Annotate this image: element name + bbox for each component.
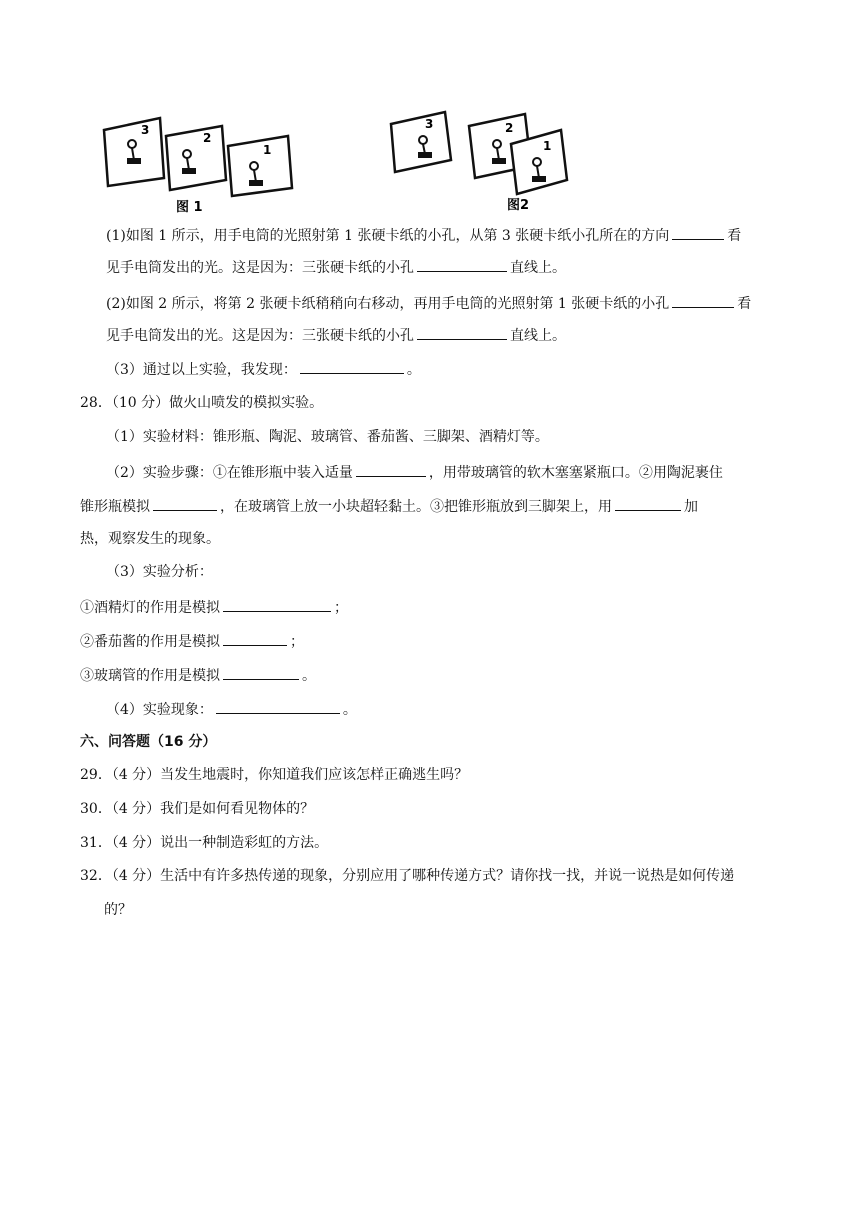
- question-30: 30．（4 分）我们是如何看见物体的？: [80, 801, 315, 817]
- answer-blank[interactable]: [216, 698, 340, 714]
- card-number: 2: [203, 131, 212, 145]
- answer-blank[interactable]: [417, 324, 507, 340]
- q27-part1-line2: 见手电筒发出的光。这是因为：三张硬卡纸的小孔 直线上。: [106, 256, 566, 278]
- answer-blank[interactable]: [672, 224, 724, 240]
- q28-title: 28．（10 分）做火山喷发的模拟实验。: [80, 395, 324, 411]
- q28-analysis-3: ③玻璃管的作用是模拟 。: [80, 664, 316, 686]
- answer-blank[interactable]: [223, 596, 331, 612]
- card-1: [228, 136, 292, 196]
- q27-part3: （3）通过以上实验，我发现： 。: [106, 358, 421, 380]
- figure-caption: 图 1: [176, 200, 203, 214]
- card-number: 3: [141, 123, 150, 137]
- card-number: 1: [543, 139, 552, 153]
- q28-phenomenon: （4）实验现象： 。: [106, 698, 357, 720]
- q27-part2-line1: (2)如图 2 所示，将第 2 张硬卡纸稍稍向右移动，再用手电筒的光照射第 1 张硬卡纸的小孔 看: [106, 292, 751, 314]
- answer-blank[interactable]: [672, 292, 734, 308]
- question-31: 31．（4 分）说出一种制造彩虹的方法。: [80, 835, 329, 851]
- card-3: [104, 118, 164, 186]
- q28-materials: （1）实验材料：锥形瓶、陶泥、玻璃管、番茄酱、三脚架、酒精灯等。: [106, 429, 549, 445]
- question-32-line2: 的？: [104, 902, 132, 918]
- q28-analysis-1: ①酒精灯的作用是模拟 ；: [80, 596, 348, 618]
- q28-analysis: （3）实验分析：: [106, 564, 213, 580]
- q28-analysis-2: ②番茄酱的作用是模拟 ；: [80, 630, 304, 652]
- q28-steps-line1: （2）实验步骤：①在锥形瓶中装入适量 ，用带玻璃管的软木塞塞紧瓶口。②用陶泥裹住: [106, 461, 723, 483]
- answer-blank[interactable]: [223, 630, 287, 646]
- q27-part2-line2: 见手电筒发出的光。这是因为：三张硬卡纸的小孔 直线上。: [106, 324, 566, 346]
- q28-steps-line2: 锥形瓶模拟 ，在玻璃管上放一小块超轻黏土。③把锥形瓶放到三脚架上，用 加: [80, 495, 698, 517]
- answer-blank[interactable]: [615, 495, 681, 511]
- q27-part1-line1: (1)如图 1 所示，用手电筒的光照射第 1 张硬卡纸的小孔，从第 3 张硬卡纸小孔所在的方向 看: [106, 224, 741, 246]
- section-title: 六、问答题（16 分）: [80, 734, 217, 750]
- figure-2: [385, 100, 575, 212]
- answer-blank[interactable]: [356, 461, 426, 477]
- answer-blank[interactable]: [223, 664, 299, 680]
- question-29: 29．（4 分）当发生地震时，你知道我们应该怎样正确逃生吗？: [80, 767, 469, 783]
- card-number: 3: [425, 117, 434, 131]
- card-number: 1: [263, 143, 272, 157]
- q28-steps-line3: 热，观察发生的现象。: [80, 531, 220, 547]
- figure-1: [98, 112, 298, 214]
- card-2: [166, 126, 226, 190]
- question-32-line1: 32．（4 分）生活中有许多热传递的现象，分别应用了哪种传递方式？请你找一找，并说一说热是如何传递: [80, 868, 735, 884]
- card-number: 2: [505, 121, 514, 135]
- answer-blank[interactable]: [417, 256, 507, 272]
- card-3: [391, 112, 451, 172]
- figure-caption: 图2: [507, 198, 530, 212]
- answer-blank[interactable]: [300, 358, 404, 374]
- answer-blank[interactable]: [153, 495, 217, 511]
